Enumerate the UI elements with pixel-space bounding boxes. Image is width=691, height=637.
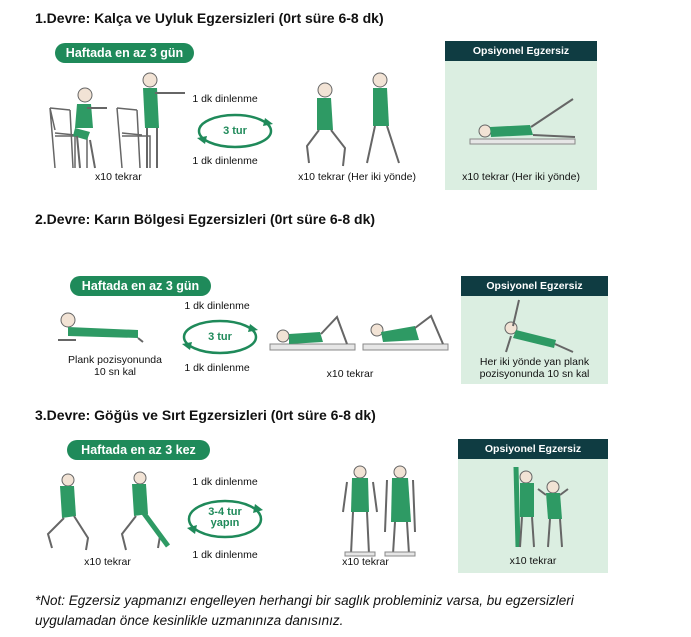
circuit2-ex1-caption [55,354,175,378]
circuit3-title: 3.Devre: Göğüs ve Sırt Egzersizleri (0rt süre 6-8 dk) [35,407,376,423]
circuit3-ex1-caption: x10 tekrar [84,556,131,568]
plank-illustration [38,302,148,352]
lunge-illustration [295,68,415,173]
circuit2-optional-caption-line2: pozisyonunda 10 sn kal [479,368,590,380]
band-row-illustration [335,462,425,562]
pulldown-figure-2 [538,481,568,547]
circuit3-rest-top: 1 dk dinlenme [192,476,258,488]
band-pulldown-illustration [458,459,608,549]
circuit2-rest-top: 1 dk dinlenme [184,300,250,312]
squat-figure-2 [143,73,159,128]
circuit1-rest-bottom: 1 dk dinlenme [192,155,258,167]
disclaimer-line2: uygulamadan önce kesinlikle uzmanınıza danısınız. [35,613,344,628]
circuit3-rest-bottom: 1 dk dinlenme [192,549,258,561]
band-lunge-figure-2 [122,472,168,550]
circuit3-optional-caption: x10 tekrar [509,555,557,567]
circuit1-optional-panel [445,41,597,190]
circuit2-cycle-label: 3 tur [208,331,232,343]
circuit3-cycle-line1: 3-4 tur [208,506,242,518]
circuit2-ex2-caption: x10 tekrar [326,368,374,380]
circuit2-optional-caption-line1: Her iki yönde yan plank [479,356,590,368]
disclaimer-line1: *Not: Egzersiz yapmanızı engelleyen herhangi bir saglık probleminiz varsa, bu egzersizleri [35,593,574,608]
circuit3-ex2-caption: x10 tekrar [342,556,389,568]
circuit2-title: 2.Devre: Karın Bölgesi Egzersizleri (0rt süre 6-8 dk) [35,211,376,227]
circuit3-frequency-badge: Haftada en az 3 kez [67,440,210,460]
band-row-figure-2 [385,466,415,554]
circuit1-optional-caption: x10 tekrar (Her iki yönde) [462,171,580,183]
circuit1-optional-title: Opsiyonel Egzersiz [445,41,597,61]
circuit2-optional-panel [461,276,608,384]
side-leg-lift-illustration [445,61,597,151]
circuit3-cycle-label [200,507,250,529]
circuit3-optional-panel [458,439,608,573]
circuit3-optional-title: Opsiyonel Egzersiz [458,439,608,459]
band-lunge-figure-1 [48,474,88,550]
circuit1-frequency-badge: Haftada en az 3 gün [55,43,194,63]
band-lunge-illustration [40,468,185,553]
circuit2-rest-bottom: 1 dk dinlenme [184,362,250,374]
circuit2-ex1-caption-line2: 10 sn kal [93,366,137,378]
circuit1-cycle-label: 3 tur [223,125,247,137]
circuit2-optional-caption [461,356,608,380]
lunge-figure-2 [367,73,399,163]
circuit3-cycle-line2: yapın [210,517,240,529]
circuit2-frequency-badge: Haftada en az 3 gün [70,276,211,296]
side-plank-illustration [461,296,608,356]
circuit1-ex1-caption: x10 tekrar [95,171,142,183]
pulldown-figure-1 [516,467,534,547]
circuit1-title: 1.Devre: Kalça ve Uyluk Egzersizleri (0rt süre 6-8 dk) [35,10,384,26]
circuit2-optional-title: Opsiyonel Egzersiz [461,276,608,296]
band-row-figure-1 [343,466,377,554]
lunge-figure-1 [307,83,345,166]
circuit2-ex1-caption-line1: Plank pozisyonunda [68,354,162,366]
circuit1-ex2-caption: x10 tekrar (Her iki yönde) [298,171,416,183]
disclaimer-note [35,591,685,631]
circuit1-rest-top: 1 dk dinlenme [192,93,258,105]
crunch-illustration [265,312,455,357]
chair-squat-illustration [45,68,190,173]
squat-figure-1 [73,88,93,140]
